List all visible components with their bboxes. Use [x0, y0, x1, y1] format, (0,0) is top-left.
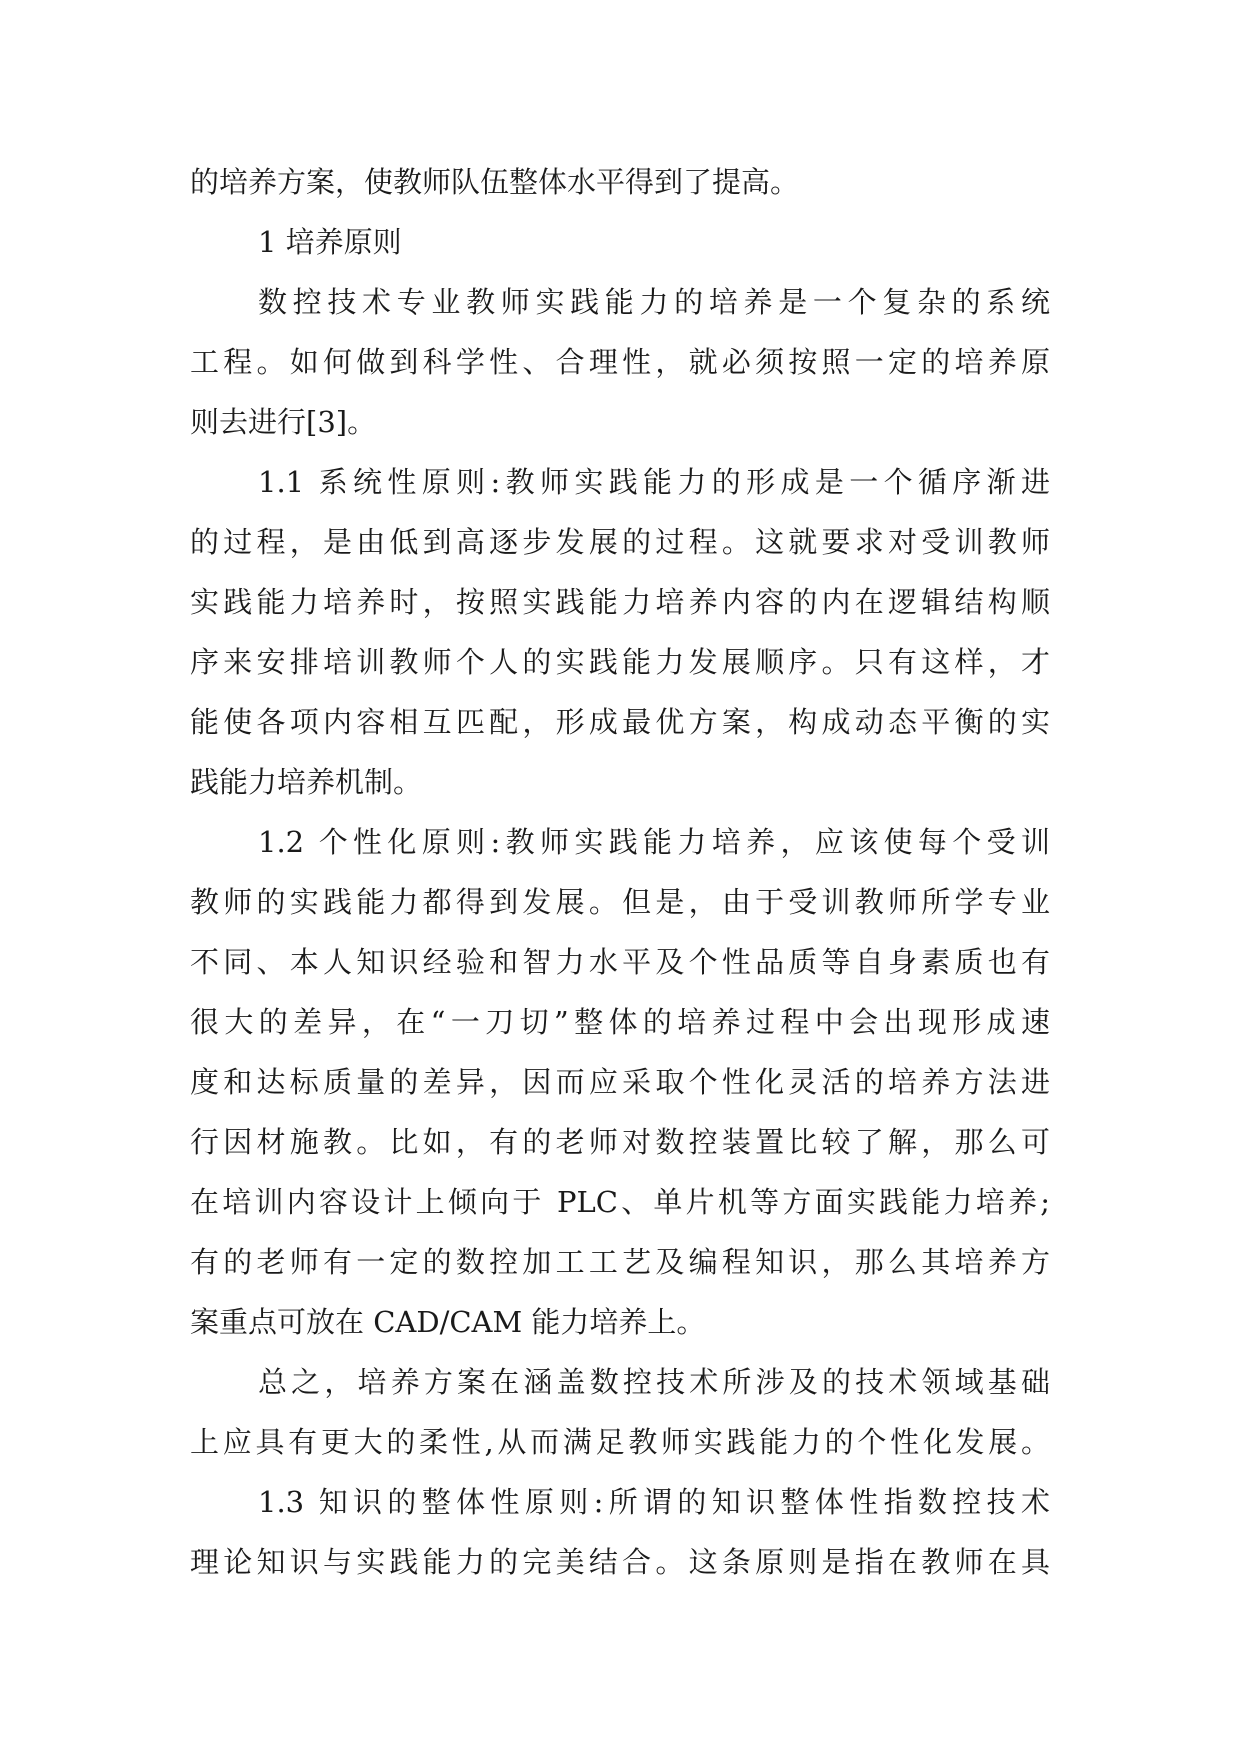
text-line: 行因材施教。比如，有的老师对数控装置比较了解，那么可: [190, 1125, 1050, 1159]
section-heading: 1 培养原则: [258, 225, 402, 259]
text-line: 的培养方案，使教师队伍整体水平得到了提高。: [190, 165, 800, 199]
text-line: 在培训内容设计上倾向于 PLC、单片机等方面实践能力培养;: [190, 1185, 1050, 1219]
text-line: 1.2 个性化原则:教师实践能力培养，应该使每个受训: [258, 825, 1050, 859]
text-line: 则去进行[3]。: [190, 405, 377, 439]
text-line: 1.1 系统性原则:教师实践能力的形成是一个循序渐进: [258, 465, 1050, 499]
text-line: 不同、本人知识经验和智力水平及个性品质等自身素质也有: [190, 945, 1050, 979]
text-line: 很大的差异，在“一刀切”整体的培养过程中会出现形成速: [190, 1005, 1050, 1039]
text-line: 上应具有更大的柔性,从而满足教师实践能力的个性化发展。: [190, 1425, 1050, 1459]
text-line: 实践能力培养时，按照实践能力培养内容的内在逻辑结构顺: [190, 585, 1050, 619]
text-line: 序来安排培训教师个人的实践能力发展顺序。只有这样，才: [190, 645, 1050, 679]
text-line: 践能力培养机制。: [190, 765, 423, 799]
text-line: 工程。如何做到科学性、合理性，就必须按照一定的培养原: [190, 345, 1050, 379]
text-line: 有的老师有一定的数控加工工艺及编程知识，那么其培养方: [190, 1245, 1050, 1279]
text-line: 度和达标质量的差异，因而应采取个性化灵活的培养方法进: [190, 1065, 1050, 1099]
text-line: 能使各项内容相互匹配，形成最优方案，构成动态平衡的实: [190, 705, 1050, 739]
text-line: 案重点可放在 CAD/CAM 能力培养上。: [190, 1305, 706, 1339]
text-line: 1.3 知识的整体性原则:所谓的知识整体性指数控技术: [258, 1485, 1050, 1519]
text-line: 理论知识与实践能力的完美结合。这条原则是指在教师在具: [190, 1545, 1050, 1579]
text-line: 教师的实践能力都得到发展。但是，由于受训教师所学专业: [190, 885, 1050, 919]
text-line: 总之，培养方案在涵盖数控技术所涉及的技术领域基础: [258, 1365, 1050, 1399]
text-line: 的过程，是由低到高逐步发展的过程。这就要求对受训教师: [190, 525, 1050, 559]
text-line: 数控技术专业教师实践能力的培养是一个复杂的系统: [258, 285, 1050, 319]
